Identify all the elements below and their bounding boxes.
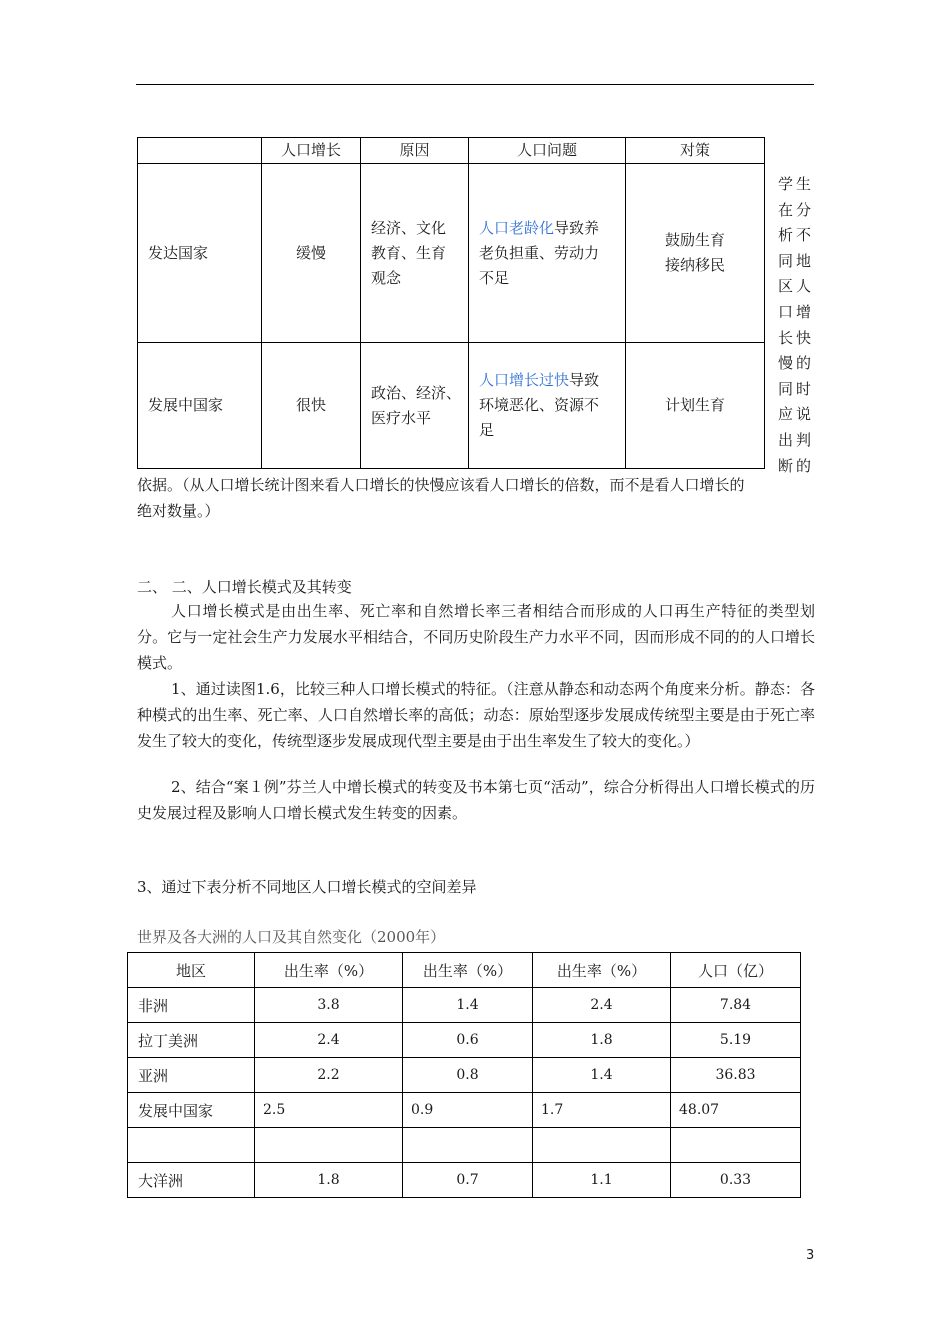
value-cell: 1.8	[255, 1163, 403, 1198]
table-caption: 世界及各大洲的人口及其自然变化（2000年）	[137, 928, 446, 946]
row-growth: 缓慢	[262, 164, 361, 343]
header-rule	[136, 84, 814, 85]
table-header-cell: 人口增长	[262, 138, 361, 164]
table-header-cell: 人口（亿）	[671, 953, 801, 988]
region-cell: 拉丁美洲	[128, 1023, 255, 1058]
side-note-line: 在分	[777, 200, 814, 219]
reason-line: 教育、生育	[371, 243, 447, 262]
value-cell: 0.33	[671, 1163, 801, 1198]
table-row	[128, 1093, 801, 1128]
table-header-cell	[138, 138, 262, 164]
region-cell: 亚洲	[128, 1058, 255, 1093]
measure-line: 鼓励生育	[664, 231, 725, 249]
section-heading: 二、 二、人口增长模式及其转变	[137, 578, 352, 596]
value-cell: 0.6	[403, 1023, 533, 1058]
row-growth: 很快	[262, 343, 361, 469]
table-row	[138, 343, 815, 469]
value-cell: 2.4	[533, 988, 671, 1023]
table-header-cell: 对策	[626, 138, 765, 164]
table-header-cell: 人口问题	[469, 138, 626, 164]
problem-highlight: 人口增长过快	[479, 371, 570, 389]
row-problem	[469, 343, 626, 469]
value-cell: 3.8	[255, 988, 403, 1023]
basis-paragraph	[137, 472, 817, 524]
value-cell: 0.8	[403, 1058, 533, 1093]
table-header-cell: 出生率（%）	[255, 953, 403, 988]
continent-population-table	[127, 952, 801, 1198]
paragraph-item-1: 1、通过读图1.6，比较三种人口增长模式的特征。（注意从静态和动态两个角度来分析。静态：各种模式的出生率、死亡率、人口自然增长率的高低；动态：原始型逐步发展成传统型主要是由于死亡率发生了较大的变化，传统型逐步发展成现代型主要是由于出生率发生了较大的变化。）	[137, 680, 815, 750]
value-cell	[671, 1128, 801, 1163]
region-cell: 非洲	[128, 988, 255, 1023]
value-cell: 1.4	[533, 1058, 671, 1093]
table-header-row	[128, 953, 801, 988]
side-note-line: 同地	[777, 251, 814, 270]
side-note-line: 出判	[777, 430, 814, 449]
row-measure	[626, 164, 765, 343]
reason-line: 经济、文化	[371, 218, 447, 237]
definition-paragraph: 人口增长模式是由出生率、死亡率和自然增长率三者相结合而形成的人口再生产特征的类型划分。它与一定社会生产力发展水平相结合，不同历史阶段生产力水平不同，因而形成不同的的人口增长模式。	[137, 602, 815, 672]
measure-line: 接纳移民	[664, 256, 725, 274]
reason-line: 政治、经济、	[371, 383, 462, 402]
table-row	[128, 1058, 801, 1093]
table-header-cell: 地区	[128, 953, 255, 988]
side-note-line: 断的	[777, 456, 814, 475]
region-cell: 大洋洲	[128, 1163, 255, 1198]
region-cell: 发展中国家	[128, 1093, 255, 1128]
row-region: 发展中国家	[138, 343, 262, 469]
value-cell: 5.19	[671, 1023, 801, 1058]
row-reason	[361, 343, 469, 469]
problem-text: 不足	[479, 268, 510, 287]
problem-text: 环境恶化、资源不	[479, 396, 600, 414]
row-region: 发达国家	[138, 164, 262, 343]
value-cell	[533, 1128, 671, 1163]
value-cell: 1.7	[533, 1093, 671, 1128]
basis-line: 绝对数量。）	[137, 502, 220, 520]
region-cell	[128, 1128, 255, 1163]
table-row	[128, 1163, 801, 1198]
value-cell: 1.4	[403, 988, 533, 1023]
value-cell: 0.9	[403, 1093, 533, 1128]
value-cell: 36.83	[671, 1058, 801, 1093]
reason-line: 观念	[371, 268, 402, 287]
side-note-line: 长快	[777, 328, 814, 347]
table-header-cell: 出生率（%）	[403, 953, 533, 988]
value-cell: 2.4	[255, 1023, 403, 1058]
table-row	[128, 1128, 801, 1163]
basis-line: 依据。（从人口增长统计图来看人口增长的快慢应该看人口增长的倍数，而不是看人口增长的	[137, 476, 745, 494]
population-problems-table	[137, 137, 815, 469]
page-number: 3	[806, 1248, 815, 1263]
problem-text: 老负担重、劳动力	[479, 243, 600, 262]
paragraph-item-3: 3、通过下表分析不同地区人口增长模式的空间差异	[137, 878, 477, 896]
row-problem	[469, 164, 626, 343]
row-reason	[361, 164, 469, 343]
value-cell	[403, 1128, 533, 1163]
value-cell: 2.2	[255, 1058, 403, 1093]
row-measure: 计划生育	[626, 343, 765, 469]
side-note-line: 同时	[777, 379, 814, 398]
side-note-line: 口增	[777, 302, 814, 321]
paragraph-item-2: 2、结合“案１例”芬兰人中增长模式的转变及书本第七页“活动”，综合分析得出人口增长模式的历史发展过程及影响人口增长模式发生转变的因素。	[137, 778, 815, 822]
value-cell: 1.8	[533, 1023, 671, 1058]
value-cell: 1.1	[533, 1163, 671, 1198]
side-note-line: 区人	[777, 277, 814, 296]
table-header-cell: 出生率（%）	[533, 953, 671, 988]
value-cell: 0.7	[403, 1163, 533, 1198]
reason-line: 医疗水平	[371, 408, 432, 427]
table-header-row	[138, 138, 815, 164]
table-row	[128, 988, 801, 1023]
problem-text: 足	[479, 421, 495, 439]
problem-highlight: 人口老龄化	[479, 218, 555, 237]
value-cell: 48.07	[671, 1093, 801, 1128]
table-row	[138, 164, 815, 343]
side-note	[776, 172, 816, 479]
table-header-cell: 原因	[361, 138, 469, 164]
value-cell	[255, 1128, 403, 1163]
side-note-line: 应说	[777, 405, 814, 424]
side-note-line: 析不	[777, 226, 814, 245]
table-row	[128, 1023, 801, 1058]
problem-text: 导致	[569, 371, 600, 389]
problem-text: 导致养	[554, 218, 600, 237]
value-cell: 2.5	[255, 1093, 403, 1128]
value-cell: 7.84	[671, 988, 801, 1023]
side-note-line: 慢的	[777, 354, 814, 373]
side-note-line: 学生	[777, 175, 814, 193]
